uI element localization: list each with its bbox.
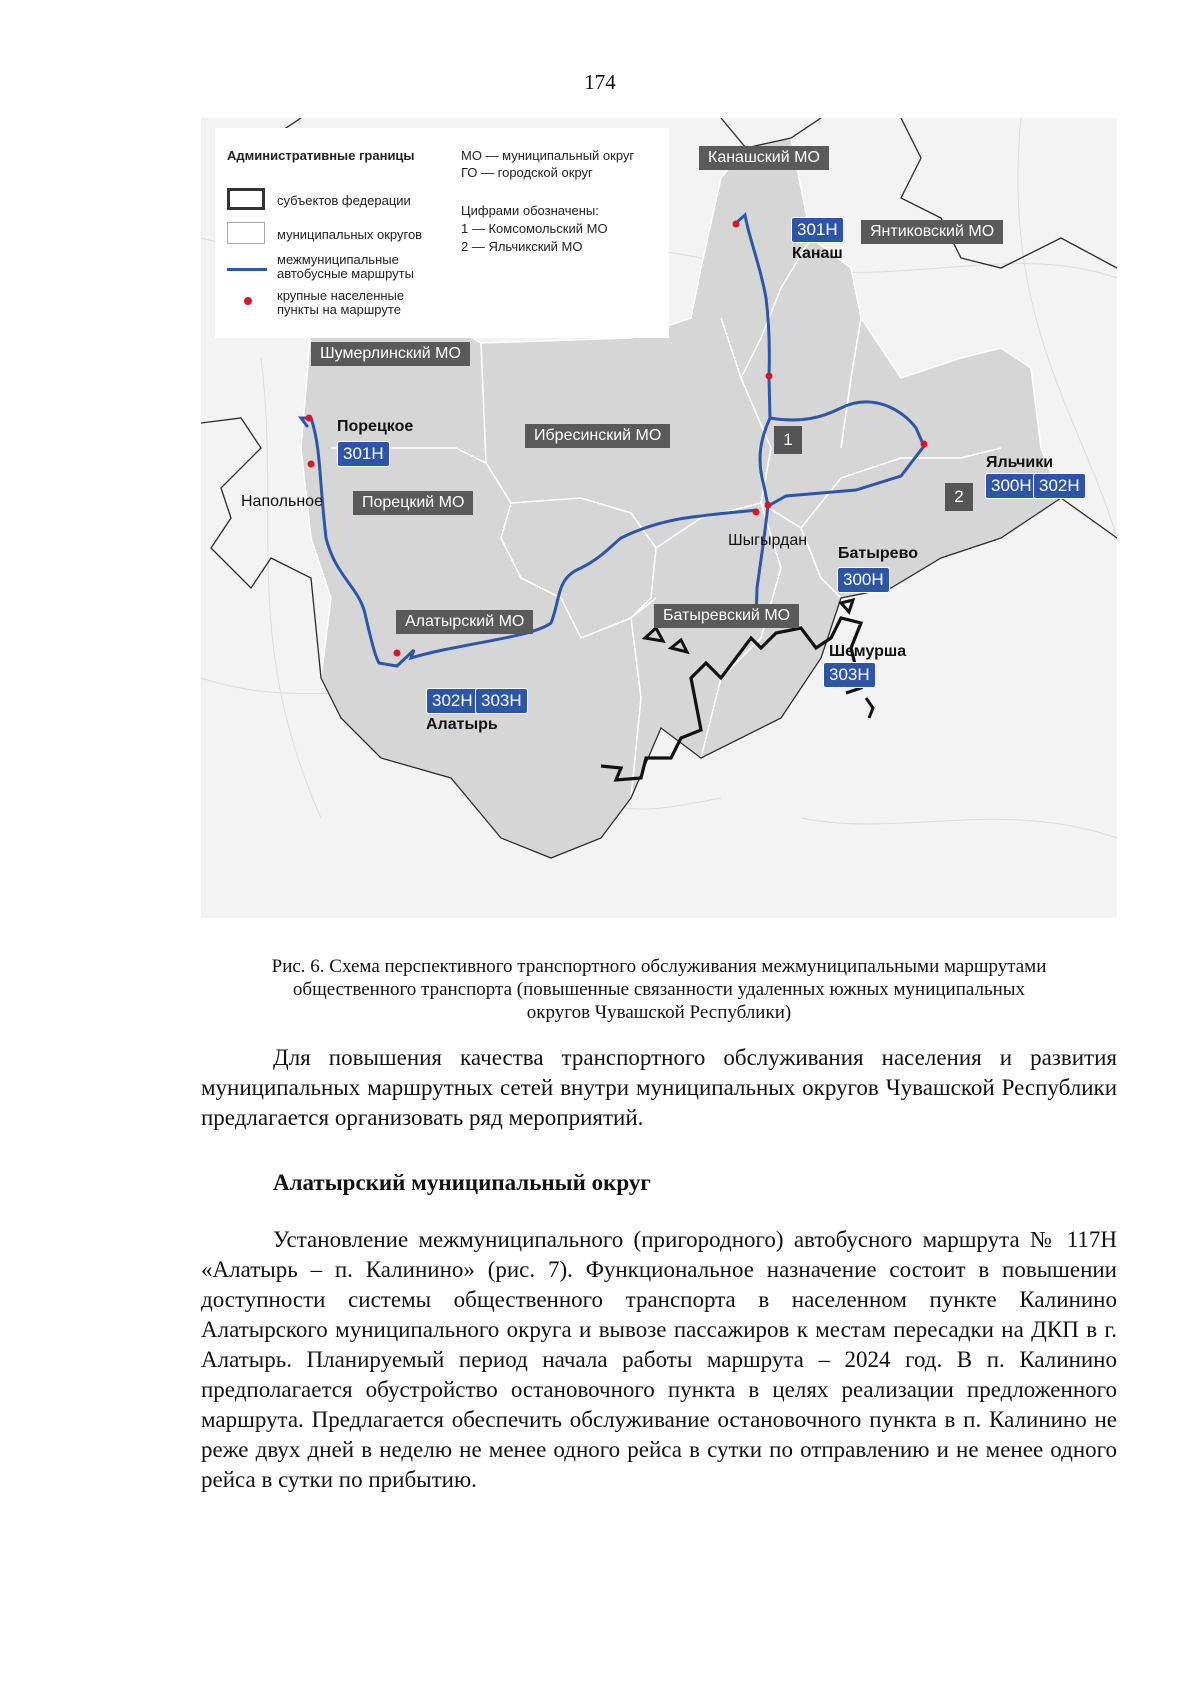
route-badge-301-kanash: 301Н <box>791 217 844 243</box>
point-batyrevo <box>765 502 772 509</box>
district-label-alatyr: Алатырский МО <box>396 610 533 634</box>
route-badge-301-poretskoe: 301Н <box>337 441 390 467</box>
legend-settlements-line2: пункты на маршруте <box>277 302 401 317</box>
town-shygyrdan: Шыгырдан <box>728 532 808 549</box>
caption-line-3: округов Чувашской Республики) <box>526 1002 792 1023</box>
point-napolnoe <box>308 461 315 468</box>
route-badge-303-alatyr: 303Н <box>475 688 528 714</box>
route-badge-300-batyrevo: 300Н <box>837 567 890 593</box>
point-komsomolskoe <box>766 373 773 380</box>
route-badge-300-yalchiki: 300Н <box>985 473 1038 499</box>
district-label-kanash: Канашский МО <box>699 146 829 170</box>
town-batyrevo: Батырево <box>838 545 918 562</box>
legend-abbr-mo: МО — муниципальный округ <box>461 148 635 163</box>
district-label-shumerlya: Шумерлинский МО <box>311 342 470 366</box>
legend-routes-line2: автобусные маршруты <box>277 266 414 281</box>
point-kanash <box>733 221 740 228</box>
district-label-yantikovo: Янтиковский МО <box>861 220 1003 244</box>
town-kanash: Канаш <box>792 245 843 262</box>
paragraph-alatyr-route: Установление межмуниципального (пригородного) автобусного маршрута № 117Н «Алатырь – п. Калинино» (рис. 7). Функциональное назначение состоит в повышении доступности системы общественного транспорта в населенном пункте Калинино Алатырского муниципального округа и вывозе пассажиров к местам пересадки на ДКП в г. Алатырь. Планируемый период начала работы маршрута – 2024 год. В п. Калинино предполагается обустройство остановочного пункта в целях реализации предложенного маршрута. Предлагается обеспечить обслуживание остановочного пункта в п. Калинино не реже двух дней в неделю не менее одного рейса в сутки по отправлению и не менее одного рейса в сутки по прибытию. <box>201 1227 1117 1492</box>
legend-municipal-label: муниципальных округов <box>277 227 423 242</box>
legend-digit-1: 1 — Комсомольский МО <box>461 221 608 236</box>
route-badge-302-yalchiki: 302Н <box>1033 473 1086 499</box>
section-heading: Алатырский муниципальный округ <box>273 1170 651 1195</box>
legend-digit-2: 2 — Яльчикский МО <box>461 239 583 254</box>
district-label-ibresi: Ибресинский МО <box>525 424 670 448</box>
town-napolnoe: Напольное <box>241 493 323 510</box>
map-legend <box>215 128 669 338</box>
legend-federal-swatch <box>227 188 265 210</box>
point-shygyrdan <box>753 509 760 516</box>
legend-settlements-line1: крупные населенные <box>277 288 405 303</box>
figure-caption <box>201 955 1117 1024</box>
district-label-poretskoe: Порецкий МО <box>353 491 473 515</box>
number-label-1: 1 <box>774 426 802 454</box>
legend-municipal-swatch <box>227 222 265 244</box>
district-label-batyrevo: Батыревский МО <box>654 604 799 628</box>
legend-abbr-go: ГО — городской округ <box>461 165 593 180</box>
caption-line-1: Рис. 6. Схема перспективного транспортного обслуживания межмуниципальными маршрутами <box>271 956 1047 977</box>
caption-line-2: общественного транспорта (повышенные связанности удаленных южных муниципальных <box>292 979 1026 1000</box>
route-badge-303-shemursha: 303Н <box>823 662 876 688</box>
town-shemursha: Шемурша <box>829 643 907 660</box>
number-label-2: 2 <box>945 483 973 511</box>
legend-digits-title: Цифрами обозначены: <box>461 203 599 218</box>
town-poretskoe: Порецкое <box>337 418 414 435</box>
point-yalchiki <box>921 441 928 448</box>
legend-federal-label: субъектов федерации <box>277 193 411 208</box>
route-map <box>201 118 1117 918</box>
legend-settlement-swatch <box>244 297 252 305</box>
legend-route-swatch <box>227 268 267 271</box>
route-badge-302-alatyr: 302Н <box>426 688 479 714</box>
page-number: 174 <box>584 70 616 94</box>
legend-routes-line1: межмуниципальные <box>277 252 399 267</box>
town-yalchiki: Яльчики <box>986 454 1054 471</box>
town-alatyr: Алатырь <box>426 716 498 733</box>
point-alatyr <box>394 650 401 657</box>
legend-admin-title: Административные границы <box>227 148 415 163</box>
point-poretskoe <box>306 415 313 422</box>
paragraph-intro: Для повышения качества транспортного обслуживания населения и развития муниципальных маршрутных сетей внутри муниципальных округов Чувашской Республики предлагается организовать ряд мероприятий. <box>201 1045 1117 1130</box>
